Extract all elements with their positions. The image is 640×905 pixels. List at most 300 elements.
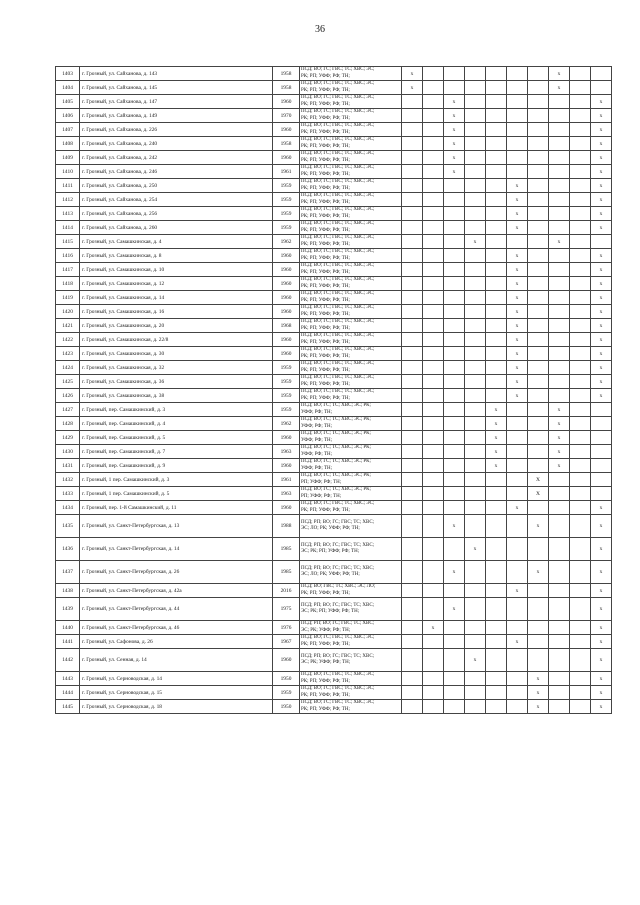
mark-cell [423,584,444,598]
mark-cell [528,375,549,389]
mark-cell [465,361,486,375]
services-line: ПСД; РП; ВО; ГС; ГВС; ТС; ХВС; [301,519,375,525]
mark-cell: X [528,473,549,487]
mark-cell [591,431,612,445]
services-cell [300,249,402,263]
mark-cell [549,487,570,501]
row-number-cell: 1435 [56,515,80,538]
mark-cell: x [402,81,423,95]
mark-cell [528,235,549,249]
mark-cell [549,635,570,649]
table-row [56,649,612,672]
mark-cell [507,487,528,501]
row-number-cell: 1444 [56,686,80,700]
services-cell [300,151,402,165]
mark-cell [465,263,486,277]
mark-cell [465,123,486,137]
mark-cell [486,95,507,109]
table-row [56,305,612,319]
mark-cell [465,473,486,487]
mark-cell [402,635,423,649]
services-line: РК; РП; УФФ; РФ; ТН; [301,101,350,107]
services-line: ПСД; ВО; ГС; ГВС; ТС; ХВС; ЭС; [301,375,375,381]
services-line: ПСД; ВО; ГС; ГВС; ТС; ХВС; ЭС; [301,207,375,213]
mark-cell [549,123,570,137]
mark-cell: x [507,291,528,305]
mark-cell [402,561,423,584]
mark-cell [570,686,591,700]
address-cell: г. Грозный, ул. Самашкинская, д. 8 [80,249,273,263]
table-row [56,249,612,263]
services-cell [300,235,402,249]
mark-cell [549,515,570,538]
mark-cell [465,347,486,361]
mark-cell [591,487,612,501]
mark-cell [507,459,528,473]
mark-cell [402,235,423,249]
mark-cell: x [549,81,570,95]
services-line: РК; РП; УФФ; РФ; ТН; [301,590,350,596]
address-cell: г. Грозный, ул. Сайханова, д. 246 [80,165,273,179]
services-line: РК; РП; УФФ; РФ; ТН; [301,367,350,373]
mark-cell: x [444,515,465,538]
mark-cell [423,561,444,584]
mark-cell [486,473,507,487]
mark-cell [402,319,423,333]
row-number-cell: 1405 [56,95,80,109]
services-line: РК; РП; УФФ; РФ; ТН; [301,255,350,261]
mark-cell [402,389,423,403]
mark-cell [570,389,591,403]
mark-cell [570,291,591,305]
mark-cell: x [591,319,612,333]
mark-cell: x [528,700,549,714]
mark-cell: x [591,515,612,538]
mark-cell [402,417,423,431]
year-cell: 1959 [273,686,300,700]
services-line: РК; РП; УФФ; РФ; ТН; [301,269,350,275]
mark-cell [528,621,549,635]
mark-cell [423,291,444,305]
services-cell [300,361,402,375]
table-row [56,165,612,179]
table-row [56,137,612,151]
mark-cell [444,263,465,277]
services-line: РК; РП; УФФ; РФ; ТН; [301,115,350,121]
table-row [56,700,612,714]
table-row [56,621,612,635]
year-cell: 1970 [273,109,300,123]
row-number-cell: 1427 [56,403,80,417]
address-cell: г. Грозный, ул. Самашкинская, д. 30 [80,347,273,361]
row-number-cell: 1423 [56,347,80,361]
mark-cell [549,179,570,193]
mark-cell [444,81,465,95]
mark-cell [402,487,423,501]
services-cell [300,319,402,333]
services-line: ПСД; ВО; ГС; ТС; ХВС; ЭС; РК; [301,445,371,451]
mark-cell [444,347,465,361]
mark-cell: X [528,487,549,501]
services-cell [300,501,402,515]
mark-cell [423,473,444,487]
mark-cell: x [507,319,528,333]
mark-cell: x [507,375,528,389]
mark-cell [591,67,612,81]
services-line: ПСД; ВО; ГС; ГВС; ТС; ХВС; ЭС; [301,263,375,269]
row-number-cell: 1430 [56,445,80,459]
services-line: ЭС; РК; РП; УФФ; РФ; ТН; [301,609,360,614]
services-line: ПСД; РП; ВО; ГС; ГВС; ТС; ХВС; [301,602,375,608]
mark-cell: x [591,109,612,123]
address-cell: г. Грозный, ул. Сафонова, д. 26 [80,635,273,649]
mark-cell: x [591,277,612,291]
mark-cell [570,584,591,598]
table-row [56,515,612,538]
address-cell: г. Грозный, ул. Сайханова, д. 254 [80,193,273,207]
row-number-cell: 1415 [56,235,80,249]
services-line: ПСД; ВО; ГВС; ТС; ХВС; ЭС; ЛО; [301,584,376,590]
mark-cell [465,67,486,81]
mark-cell [570,221,591,235]
mark-cell [486,305,507,319]
services-cell [300,431,402,445]
mark-cell [570,649,591,672]
services-line: РК; РП; УФФ; РФ; ТН; [301,87,350,93]
mark-cell [507,515,528,538]
mark-cell [486,221,507,235]
mark-cell [402,445,423,459]
mark-cell [591,235,612,249]
services-line: РК; РП; УФФ; РФ; ТН; [301,692,350,698]
mark-cell [465,445,486,459]
address-cell: г. Грозный, 1 пер. Самашкинский, д. 3 [80,473,273,487]
mark-cell [528,333,549,347]
year-cell: 1960 [273,305,300,319]
table-row [56,375,612,389]
mark-cell: x [591,291,612,305]
mark-cell [528,193,549,207]
services-cell [300,347,402,361]
mark-cell [465,621,486,635]
mark-cell [465,598,486,621]
mark-cell: x [591,151,612,165]
address-cell: г. Грозный, ул. Сайханова, д. 242 [80,151,273,165]
mark-cell [444,445,465,459]
mark-cell [486,193,507,207]
mark-cell [591,459,612,473]
mark-cell [465,179,486,193]
mark-cell [402,137,423,151]
row-number-cell: 1439 [56,598,80,621]
mark-cell [570,305,591,319]
mark-cell [423,347,444,361]
address-cell: г. Грозный, ул. Самашкинская, д. 32 [80,361,273,375]
mark-cell [549,305,570,319]
services-cell [300,459,402,473]
services-line: ПСД; ВО; ГС; ГВС; ТС; ХВС; ЭС; [301,635,375,641]
services-line: РК; РП; УФФ; РФ; ТН; [301,157,350,163]
services-line: ПСД; ВО; ГС; ТС; ХВС; ЭС; РК; [301,403,371,409]
year-cell: 1960 [273,347,300,361]
mark-cell [507,431,528,445]
year-cell: 1958 [273,137,300,151]
mark-cell: x [591,95,612,109]
mark-cell [570,333,591,347]
services-line: ПСД; ВО; ГС; ГВС; ТС; ХВС; ЭС; [301,123,375,129]
mark-cell: x [486,403,507,417]
mark-cell [486,649,507,672]
table-row [56,263,612,277]
services-cell [300,621,402,635]
services-line: РК; РП; УФФ; РФ; ТН; [301,507,350,513]
mark-cell: x [444,151,465,165]
address-cell: г. Грозный, ул. Серноводская, д. 15 [80,686,273,700]
mark-cell [465,561,486,584]
services-line: ПСД; ВО; ГС; ГВС; ТС; ХВС; ЭС; [301,389,375,395]
mark-cell: x [528,515,549,538]
address-cell: г. Грозный, ул. Серноводская, д. 14 [80,672,273,686]
mark-cell [507,67,528,81]
services-cell [300,389,402,403]
mark-cell [402,109,423,123]
table-row [56,538,612,561]
address-cell: г. Грозный, ул. Сайханова, д. 260 [80,221,273,235]
services-line: ПСД; ВО; ГС; ГВС; ТС; ХВС; ЭС; [301,686,375,692]
year-cell: 1960 [273,431,300,445]
row-number-cell: 1425 [56,375,80,389]
table-row [56,389,612,403]
services-line: ПСД; ВО; ГС; ГВС; ТС; ХВС; ЭС; [301,81,375,87]
mark-cell [486,235,507,249]
mark-cell [444,291,465,305]
table-row [56,67,612,81]
mark-cell [570,193,591,207]
mark-cell [570,319,591,333]
services-cell [300,561,402,584]
mark-cell [486,137,507,151]
year-cell: 1963 [273,487,300,501]
table-row [56,207,612,221]
mark-cell [423,263,444,277]
mark-cell [486,700,507,714]
services-line: РК; РП; УФФ; РФ; ТН; [301,227,350,233]
mark-cell [528,179,549,193]
mark-cell [444,501,465,515]
mark-cell [528,445,549,459]
mark-cell [507,672,528,686]
address-cell: г. Грозный, ул. Санкт-Петербургская, д. 46 [80,621,273,635]
mark-cell: x [591,501,612,515]
address-cell: г. Грозный, ул. Самашкинская, д. 36 [80,375,273,389]
mark-cell [549,95,570,109]
mark-cell [423,431,444,445]
mark-cell: x [528,561,549,584]
mark-cell [486,389,507,403]
row-number-cell: 1438 [56,584,80,598]
mark-cell [465,584,486,598]
mark-cell [423,221,444,235]
mark-cell [444,686,465,700]
services-cell [300,487,402,501]
services-line: РК; РП; УФФ; РФ; ТН; [301,339,350,345]
mark-cell [465,375,486,389]
mark-cell [486,598,507,621]
table-row [56,459,612,473]
mark-cell [549,263,570,277]
mark-cell [402,361,423,375]
row-number-cell: 1414 [56,221,80,235]
mark-cell [486,515,507,538]
services-cell [300,445,402,459]
mark-cell [549,361,570,375]
mark-cell [570,417,591,431]
year-cell: 1963 [273,445,300,459]
services-line: РК; РП; УФФ; РФ; ТН; [301,311,350,317]
services-line: ЭС; ЛО; РК; УФФ; РФ; ТН; [301,572,360,577]
mark-cell [507,598,528,621]
mark-cell [444,319,465,333]
mark-cell [423,459,444,473]
mark-cell [465,151,486,165]
mark-cell: x [591,137,612,151]
mark-cell [549,621,570,635]
mark-cell: x [444,165,465,179]
mark-cell [591,81,612,95]
mark-cell [465,165,486,179]
mark-cell [549,375,570,389]
address-cell: г. Грозный, ул. Сайханова, д. 256 [80,207,273,221]
mark-cell [486,672,507,686]
row-number-cell: 1416 [56,249,80,263]
mark-cell: x [591,123,612,137]
row-number-cell: 1424 [56,361,80,375]
mark-cell [591,473,612,487]
mark-cell: x [591,635,612,649]
mark-cell [423,375,444,389]
mark-cell [570,700,591,714]
address-cell: г. Грозный, ул. Серноводская, д. 18 [80,700,273,714]
mark-cell [570,109,591,123]
row-number-cell: 1409 [56,151,80,165]
mark-cell [402,249,423,263]
year-cell: 1975 [273,598,300,621]
mark-cell [570,235,591,249]
mark-cell [507,686,528,700]
mark-cell [444,179,465,193]
address-cell: г. Грозный, ул. Санкт-Петербургская, д. 26 [80,561,273,584]
address-cell: г. Грозный, ул. Сенная, д. 14 [80,649,273,672]
services-line: РК; РП; УФФ; РФ; ТН; [301,283,350,289]
row-number-cell: 1407 [56,123,80,137]
mark-cell [423,501,444,515]
mark-cell [549,700,570,714]
mark-cell [486,109,507,123]
services-line: ПСД; ВО; ГС; ГВС; ТС; ХВС; ЭС; [301,95,375,101]
row-number-cell: 1440 [56,621,80,635]
mark-cell [528,109,549,123]
year-cell: 1950 [273,700,300,714]
mark-cell: x [465,235,486,249]
services-line: ПСД; РП; ВО; ГС; ГВС; ТС; ХВС; [301,621,375,627]
services-line: УФФ; РФ; ТН; [301,409,333,415]
mark-cell [549,333,570,347]
mark-cell [570,81,591,95]
mark-cell [402,515,423,538]
mark-cell [465,95,486,109]
year-cell: 1958 [273,81,300,95]
services-line: РК; РП; УФФ; РФ; ТН; [301,325,350,331]
mark-cell: x [591,221,612,235]
mark-cell: x [444,137,465,151]
mark-cell [486,207,507,221]
address-cell: г. Грозный, ул. Сайханова, д. 145 [80,81,273,95]
row-number-cell: 1429 [56,431,80,445]
year-cell: 1962 [273,235,300,249]
mark-cell [507,95,528,109]
address-cell: г. Грозный, пер. Самашкинский, д. 7 [80,445,273,459]
mark-cell [402,672,423,686]
mark-cell [486,123,507,137]
mark-cell [465,459,486,473]
mark-cell: x [528,686,549,700]
services-cell [300,375,402,389]
services-line: РК; РП; УФФ; РФ; ТН; [301,641,350,647]
mark-cell [486,67,507,81]
services-cell [300,95,402,109]
services-cell [300,291,402,305]
year-cell: 1960 [273,501,300,515]
mark-cell [465,686,486,700]
services-cell [300,67,402,81]
housing-register-table [55,66,612,714]
mark-cell [465,672,486,686]
services-cell [300,165,402,179]
mark-cell [465,389,486,403]
mark-cell [465,137,486,151]
services-line: ПСД; ВО; ГС; ГВС; ТС; ХВС; ЭС; [301,291,375,297]
row-number-cell: 1413 [56,207,80,221]
mark-cell [507,123,528,137]
mark-cell [402,431,423,445]
mark-cell [528,649,549,672]
mark-cell [528,137,549,151]
mark-cell: x [591,598,612,621]
services-line: ЭС; РК; УФФ; РФ; ТН; [301,627,351,633]
mark-cell [570,207,591,221]
table-row [56,123,612,137]
mark-cell [549,584,570,598]
mark-cell [570,635,591,649]
mark-cell [549,389,570,403]
mark-cell [570,67,591,81]
mark-cell [486,291,507,305]
address-cell: г. Грозный, ул. Санкт-Петербургская, д. 13 [80,515,273,538]
mark-cell: x [507,361,528,375]
mark-cell [423,649,444,672]
address-cell: г. Грозный, пер. Самашкинский, д. 5 [80,431,273,445]
services-line: УФФ; РФ; ТН; [301,465,333,471]
mark-cell [402,584,423,598]
mark-cell [465,403,486,417]
table-row [56,473,612,487]
mark-cell [486,165,507,179]
services-line: РК; РП; УФФ; РФ; ТН; [301,381,350,387]
mark-cell: x [549,445,570,459]
mark-cell [486,635,507,649]
mark-cell [570,137,591,151]
mark-cell [465,291,486,305]
